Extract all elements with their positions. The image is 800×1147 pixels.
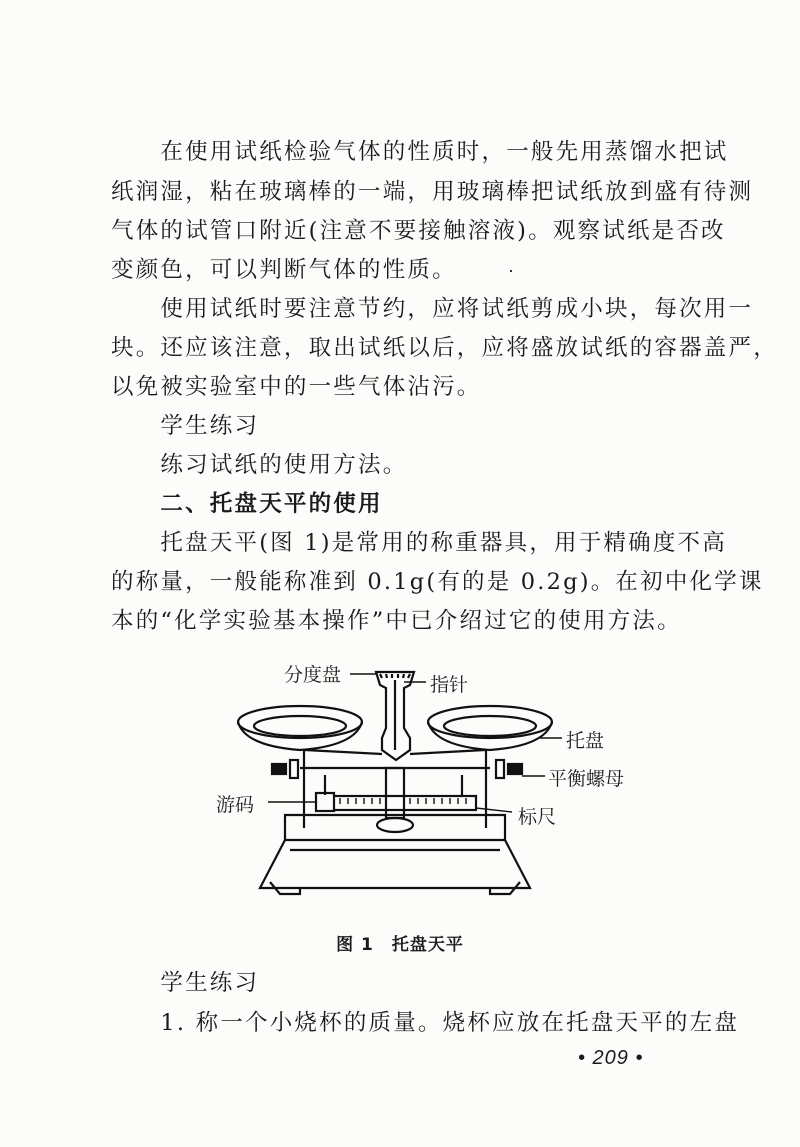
exercise-2-title: 学生练习 xyxy=(111,970,260,996)
paragraph-1-line-2: 纸润湿，粘在玻璃棒的一端，用玻璃棒把试纸放到盛有待测 xyxy=(111,179,754,205)
page-number: • 209 • xyxy=(578,1047,644,1069)
paragraph-1-line-4: 变颜色，可以判断气体的性质。 xyxy=(111,257,457,283)
section-heading: 二、托盘天平的使用 xyxy=(111,491,383,517)
exercise-title: 学生练习 xyxy=(111,413,260,439)
balance-paragraph-line-1: 托盘天平(图 1)是常用的称重器具，用于精确度不高 xyxy=(111,530,727,556)
balance-paragraph-line-2: 的称量，一般能称准到 0.1g(有的是 0.2g)。在初中化学课 xyxy=(111,569,764,595)
paragraph-2-line-1: 使用试纸时要注意节约，应将试纸剪成小块，每次用一 xyxy=(111,296,754,322)
label-pan: 托盘 xyxy=(566,730,605,752)
paragraph-2-line-2: 块。还应该注意，取出试纸以后，应将盛放试纸的容器盖严， xyxy=(111,335,778,361)
paragraph-1-line-3: 气体的试管口附近(注意不要接触溶液)。观察试纸是否改 xyxy=(111,218,726,244)
balance-paragraph-line-3: 本的“化学实验基本操作”中已介绍过它的使用方法。 xyxy=(111,608,682,634)
balance-figure xyxy=(200,650,650,910)
label-balance-nut: 平衡螺母 xyxy=(548,768,625,790)
exercise-2-item-1: 1. 称一个小烧杯的质量。烧杯应放在托盘天平的左盘 xyxy=(111,1010,740,1036)
label-rider: 游码 xyxy=(216,794,255,816)
scan-speck xyxy=(510,270,512,272)
paragraph-2-line-3: 以免被实验室中的一些气体沾污。 xyxy=(111,374,482,400)
label-pointer: 指针 xyxy=(430,674,469,696)
paragraph-1-line-1: 在使用试纸检验气体的性质时，一般先用蒸馏水把试 xyxy=(111,139,729,165)
exercise-text: 练习试纸的使用方法。 xyxy=(111,452,408,478)
figure-caption: 图 1 托盘天平 xyxy=(336,935,464,955)
label-scale-bar: 标尺 xyxy=(518,806,557,828)
label-dial: 分度盘 xyxy=(284,664,342,686)
